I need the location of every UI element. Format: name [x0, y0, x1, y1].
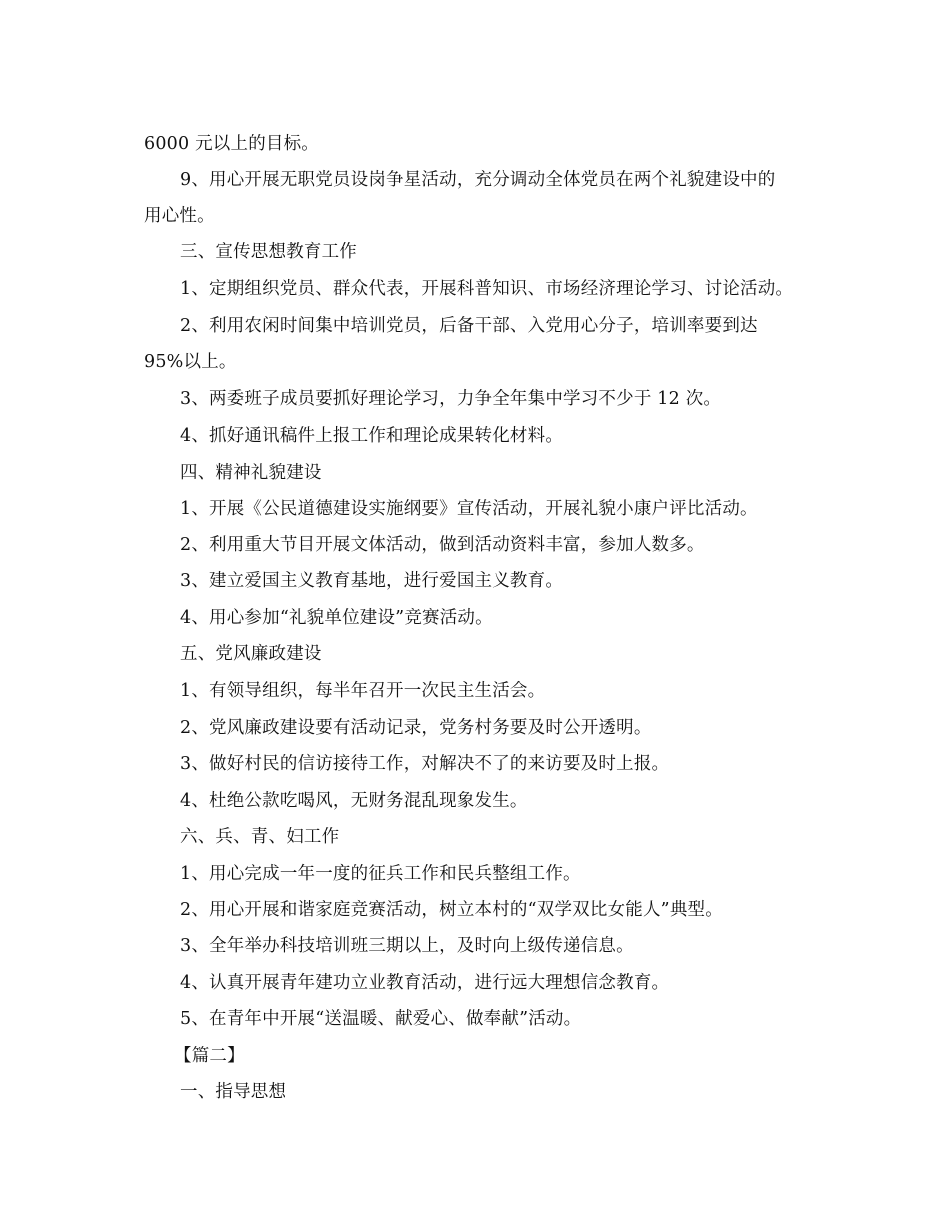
- section-heading: 五、党风廉政建设: [180, 644, 322, 664]
- text-line: 4、抓好通讯稿件上报工作和理论成果转化材料。: [180, 426, 564, 446]
- text-line: 2、用心开展和谐家庭竞赛活动，树立本村的“双学双比女能人”典型。: [180, 900, 723, 920]
- text-line: 4、认真开展青年建功立业教育活动，进行远大理想信念教育。: [180, 973, 670, 993]
- text-line: 4、用心参加“礼貌单位建设”竞赛活动。: [180, 608, 493, 628]
- text-line: 6000 元以上的目标。: [144, 134, 319, 154]
- text-line: 3、全年举办科技培训班三期以上，及时向上级传递信息。: [180, 936, 634, 956]
- text-line: 1、用心完成一年一度的征兵工作和民兵整组工作。: [180, 864, 581, 884]
- text-line: 2、党风廉政建设要有活动记录，党务村务要及时公开透明。: [180, 718, 652, 738]
- text-line: 3、建立爱国主义教育基地，进行爱国主义教育。: [180, 571, 564, 591]
- text-line: 2、利用农闲时间集中培训党员，后备干部、入党用心分子，培训率要到达: [180, 316, 758, 336]
- part-heading: 【篇二】: [174, 1046, 245, 1066]
- section-heading: 四、精神礼貌建设: [180, 463, 322, 483]
- text-line: 3、两委班子成员要抓好理论学习，力争全年集中学习不少于 12 次。: [180, 389, 722, 409]
- text-line: 1、开展《公民道德建设实施纲要》宣传活动，开展礼貌小康户评比活动。: [180, 499, 758, 519]
- text-line: 5、在青年中开展“送温暖、献爱心、做奉献”活动。: [180, 1009, 582, 1029]
- section-heading: 三、宣传思想教育工作: [180, 242, 357, 262]
- text-line: 用心性。: [144, 206, 215, 226]
- text-line: 9、用心开展无职党员设岗争星活动，充分调动全体党员在两个礼貌建设中的: [180, 170, 776, 190]
- section-heading: 六、兵、青、妇工作: [180, 827, 340, 847]
- text-line: 95%以上。: [144, 352, 237, 372]
- text-line: 1、有领导组织，每半年召开一次民主生活会。: [180, 681, 546, 701]
- text-line: 2、利用重大节目开展文体活动，做到活动资料丰富，参加人数多。: [180, 535, 705, 555]
- text-line: 1、定期组织党员、群众代表，开展科普知识、市场经济理论学习、讨论活动。: [180, 279, 794, 299]
- text-line: 4、杜绝公款吃喝风，无财务混乱现象发生。: [180, 791, 528, 811]
- text-line: 3、做好村民的信访接待工作，对解决不了的来访要及时上报。: [180, 754, 670, 774]
- section-heading: 一、指导思想: [180, 1082, 287, 1102]
